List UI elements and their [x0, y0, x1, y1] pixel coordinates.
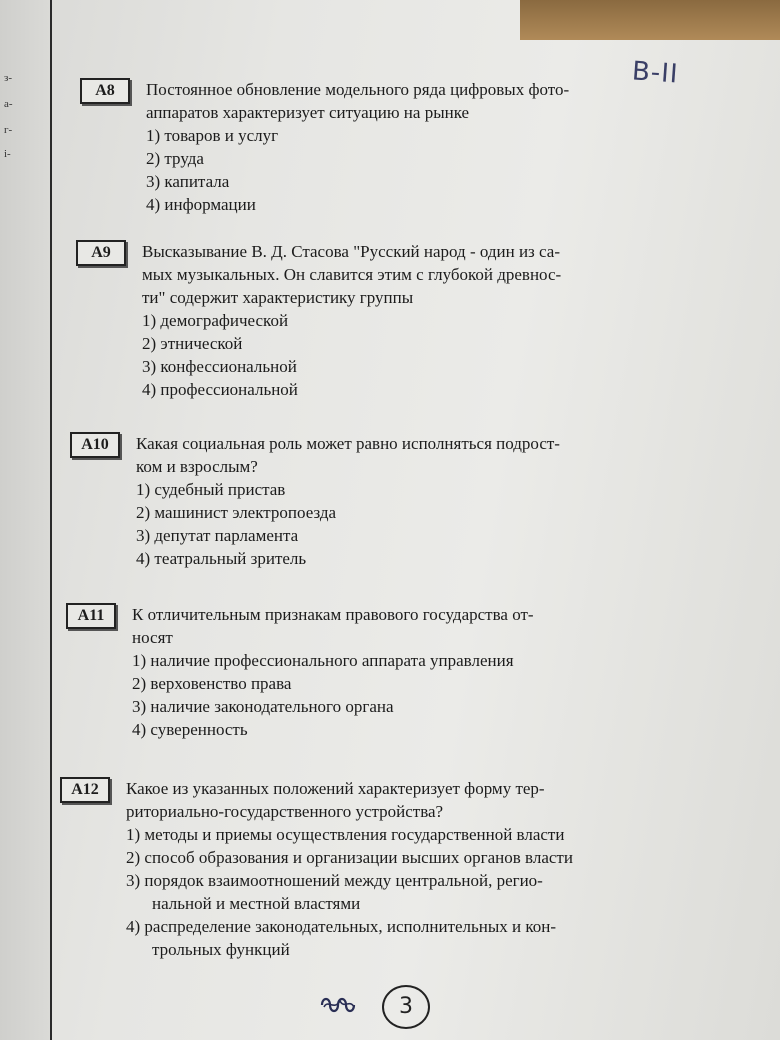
answer-option: 4) информации [146, 195, 256, 214]
question-text-line: мых музыкальных. Он славится этим с глубокой древнос- [142, 265, 562, 284]
answer-option: 2) машинист электропоезда [136, 503, 337, 522]
answer-option: 3) порядок взаимоотношений между центральной, регио- [126, 871, 543, 890]
answer-option: 1) товаров и услуг [146, 126, 279, 145]
question-text-line: ти" содержит характеристику группы [142, 288, 414, 307]
answer-option: 3) депутат парламента [136, 526, 299, 545]
question-text-line: аппаратов характеризует ситуацию на рынке [146, 103, 470, 122]
answer-options [136, 478, 636, 570]
answer-option: 2) труда [146, 149, 204, 168]
question-label: A10 [70, 432, 120, 458]
pen-scribble-icon [318, 995, 358, 1015]
question-text-line: К отличительным признакам правового государства от- [132, 605, 534, 624]
margin-mark: г- [4, 124, 13, 136]
question-text-line: риториально-государственного устройства? [126, 802, 444, 821]
answer-option: 1) демографической [142, 311, 289, 330]
question-body [126, 777, 626, 961]
answer-option-continuation: трольных функций [152, 940, 290, 959]
margin-mark: з- [4, 72, 13, 84]
answer-option: 3) конфессиональной [142, 357, 297, 376]
answer-option: 4) театральный зритель [136, 549, 307, 568]
question-text-line: Какая социальная роль может равно исполняться подрост- [136, 434, 560, 453]
page-number: 3 [382, 985, 430, 1029]
answer-option: 4) суверенность [132, 720, 248, 739]
answer-options [132, 649, 632, 741]
margin-mark: і- [4, 148, 11, 160]
answer-option: 4) распределение законодательных, исполнительных и кон- [126, 917, 557, 936]
question-text-line: Какое из указанных положений характеризует форму тер- [126, 779, 545, 798]
handwritten-variant-note: В-II [631, 56, 680, 90]
question-body [146, 78, 646, 216]
question-text-line: Постоянное обновление модельного ряда цифровых фото- [146, 80, 570, 99]
question-label: A11 [66, 603, 116, 629]
answer-option: 3) наличие законодательного органа [132, 697, 394, 716]
answer-option: 2) способ образования и организации высших органов власти [126, 848, 573, 867]
answer-option: 2) верховенство права [132, 674, 292, 693]
margin-mark: а- [4, 98, 13, 110]
answer-option: 3) капитала [146, 172, 230, 191]
question-body [136, 432, 636, 570]
question-body [142, 240, 642, 401]
question-label: A12 [60, 777, 110, 803]
answer-option: 1) методы и приемы осуществления государственной власти [126, 825, 565, 844]
question-label: A8 [80, 78, 130, 104]
question-label: A9 [76, 240, 126, 266]
answer-option: 4) профессиональной [142, 380, 298, 399]
question-text-line: ком и взрослым? [136, 457, 258, 476]
answer-options [126, 823, 626, 961]
question-text-line: Высказывание В. Д. Стасова "Русский народ - один из са- [142, 242, 560, 261]
question-body [132, 603, 632, 741]
answer-option-continuation: нальной и местной властями [152, 894, 361, 913]
answer-options [146, 124, 646, 216]
answer-options [142, 309, 642, 401]
answer-option: 1) судебный пристав [136, 480, 286, 499]
binding-margin [0, 0, 52, 1040]
question-text-line: носят [132, 628, 173, 647]
answer-option: 1) наличие профессионального аппарата управления [132, 651, 514, 670]
answer-option: 2) этнической [142, 334, 243, 353]
table-surface [520, 0, 780, 40]
